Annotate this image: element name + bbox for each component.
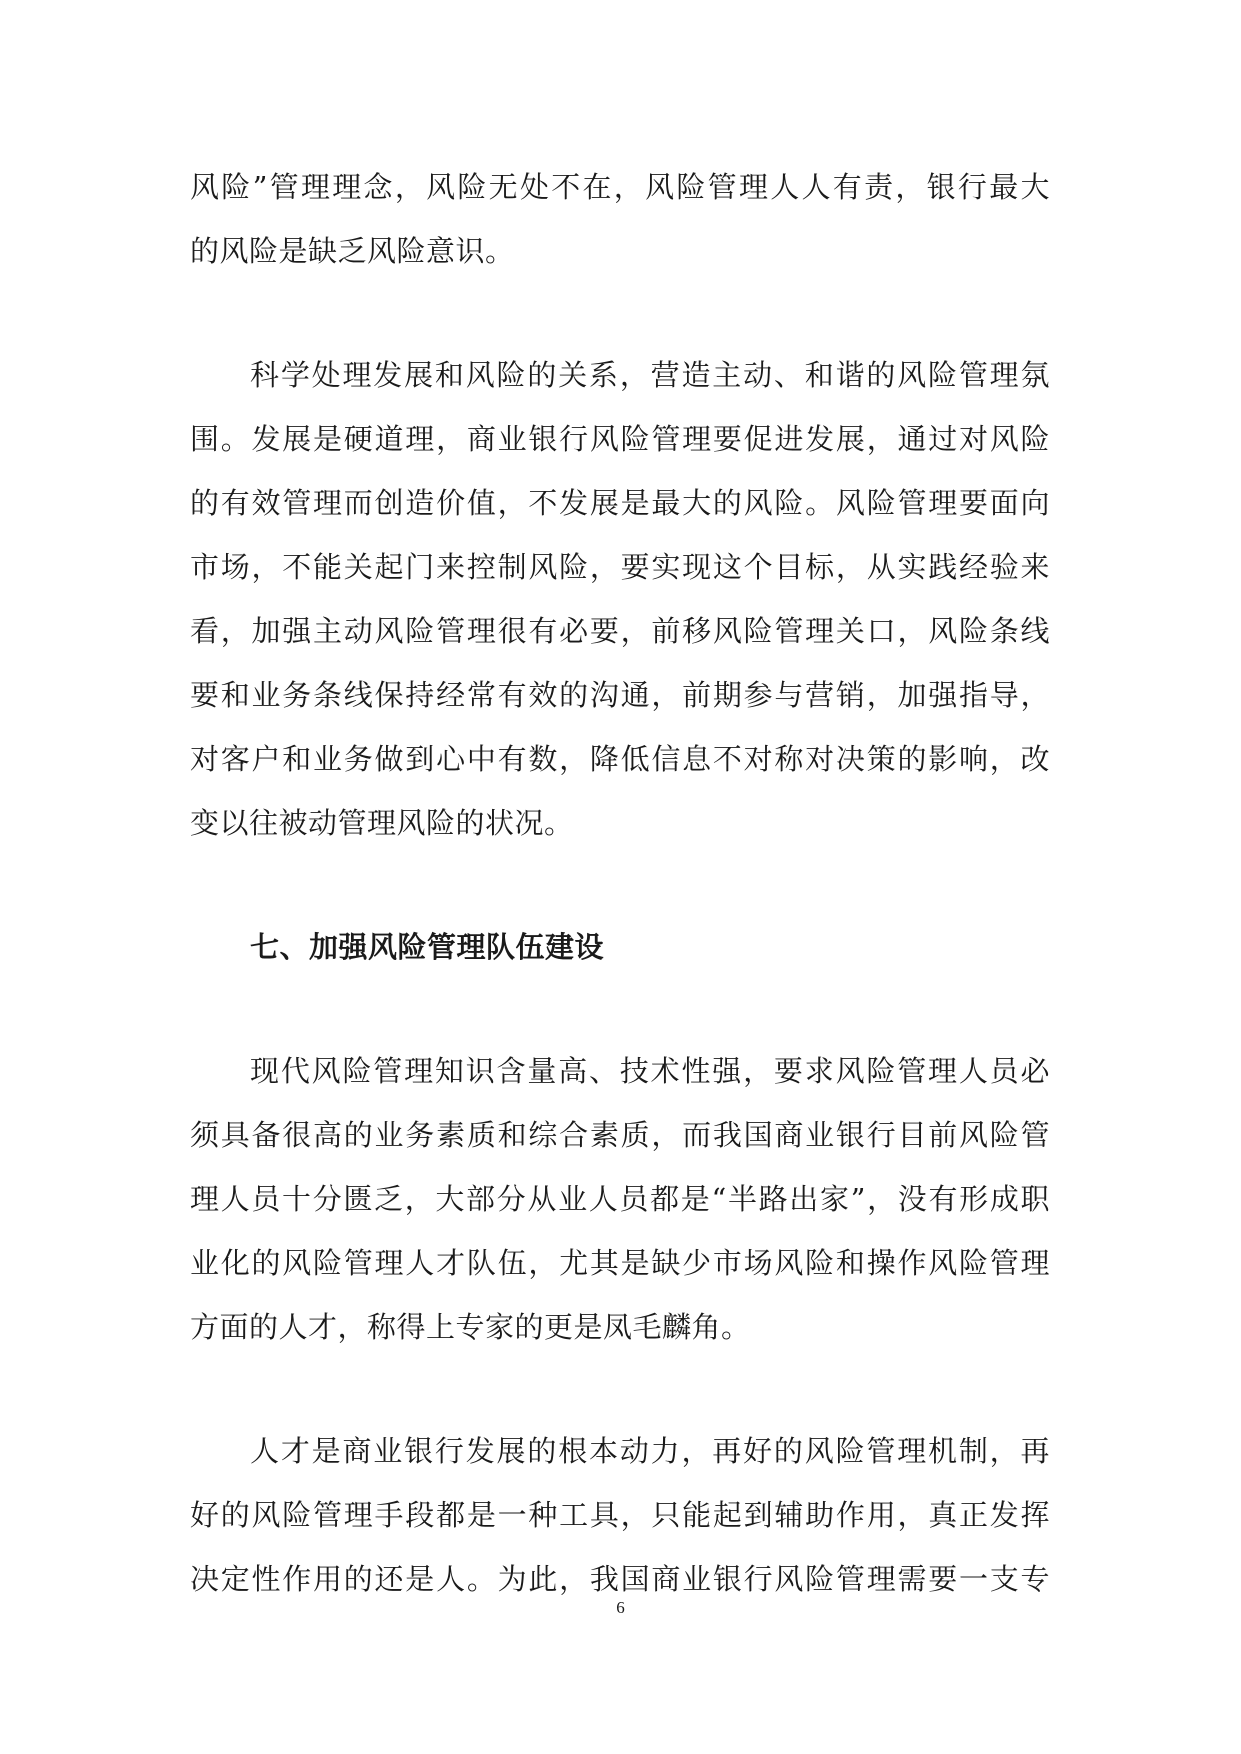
paragraph-line: 的风险是缺乏风险意识。: [190, 234, 515, 268]
paragraph-line: 人才是商业银行发展的根本动力，再好的风险管理机制，再: [250, 1434, 1050, 1468]
paragraph-line: 方面的人才，称得上专家的更是凤毛麟角。: [190, 1310, 751, 1344]
page-number: 6: [616, 1598, 625, 1617]
document-body: [190, 155, 1050, 1611]
paragraph-2: [190, 343, 1050, 855]
section-heading: 七、加强风险管理队伍建设: [250, 930, 605, 964]
paragraph-line: 科学处理发展和风险的关系，营造主动、和谐的风险管理氛: [250, 358, 1050, 392]
paragraph-1: [190, 155, 1050, 283]
paragraph-line: 变以往被动管理风险的状况。: [190, 806, 574, 840]
paragraph-line: 理人员十分匮乏，大部分从业人员都是“半路出家”，没有形成职: [190, 1182, 1050, 1216]
paragraph-line: 业化的风险管理人才队伍，尤其是缺少市场风险和操作风险管理: [190, 1246, 1050, 1280]
paragraph-line: 现代风险管理知识含量高、技术性强，要求风险管理人员必: [250, 1054, 1050, 1088]
paragraph-line: 看，加强主动风险管理很有必要，前移风险管理关口，风险条线: [190, 614, 1050, 648]
paragraph-line: 围。发展是硬道理，商业银行风险管理要促进发展，通过对风险: [190, 422, 1050, 456]
paragraph-line: 好的风险管理手段都是一种工具，只能起到辅助作用，真正发挥: [190, 1498, 1050, 1532]
paragraph-4: [190, 1419, 1050, 1611]
paragraph-3: [190, 1039, 1050, 1359]
paragraph-line: 风险”管理理念，风险无处不在，风险管理人人有责，银行最大: [190, 170, 1050, 204]
paragraph-line: 的有效管理而创造价值，不发展是最大的风险。风险管理要面向: [190, 486, 1050, 520]
paragraph-line: 要和业务条线保持经常有效的沟通，前期参与营销，加强指导，: [190, 678, 1050, 712]
paragraph-line: 对客户和业务做到心中有数，降低信息不对称对决策的影响，改: [190, 742, 1050, 776]
paragraph-line: 决定性作用的还是人。为此，我国商业银行风险管理需要一支专: [190, 1562, 1050, 1596]
paragraph-line: 须具备很高的业务素质和综合素质，而我国商业银行目前风险管: [190, 1118, 1050, 1152]
paragraph-line: 市场，不能关起门来控制风险，要实现这个目标，从实践经验来: [190, 550, 1050, 584]
